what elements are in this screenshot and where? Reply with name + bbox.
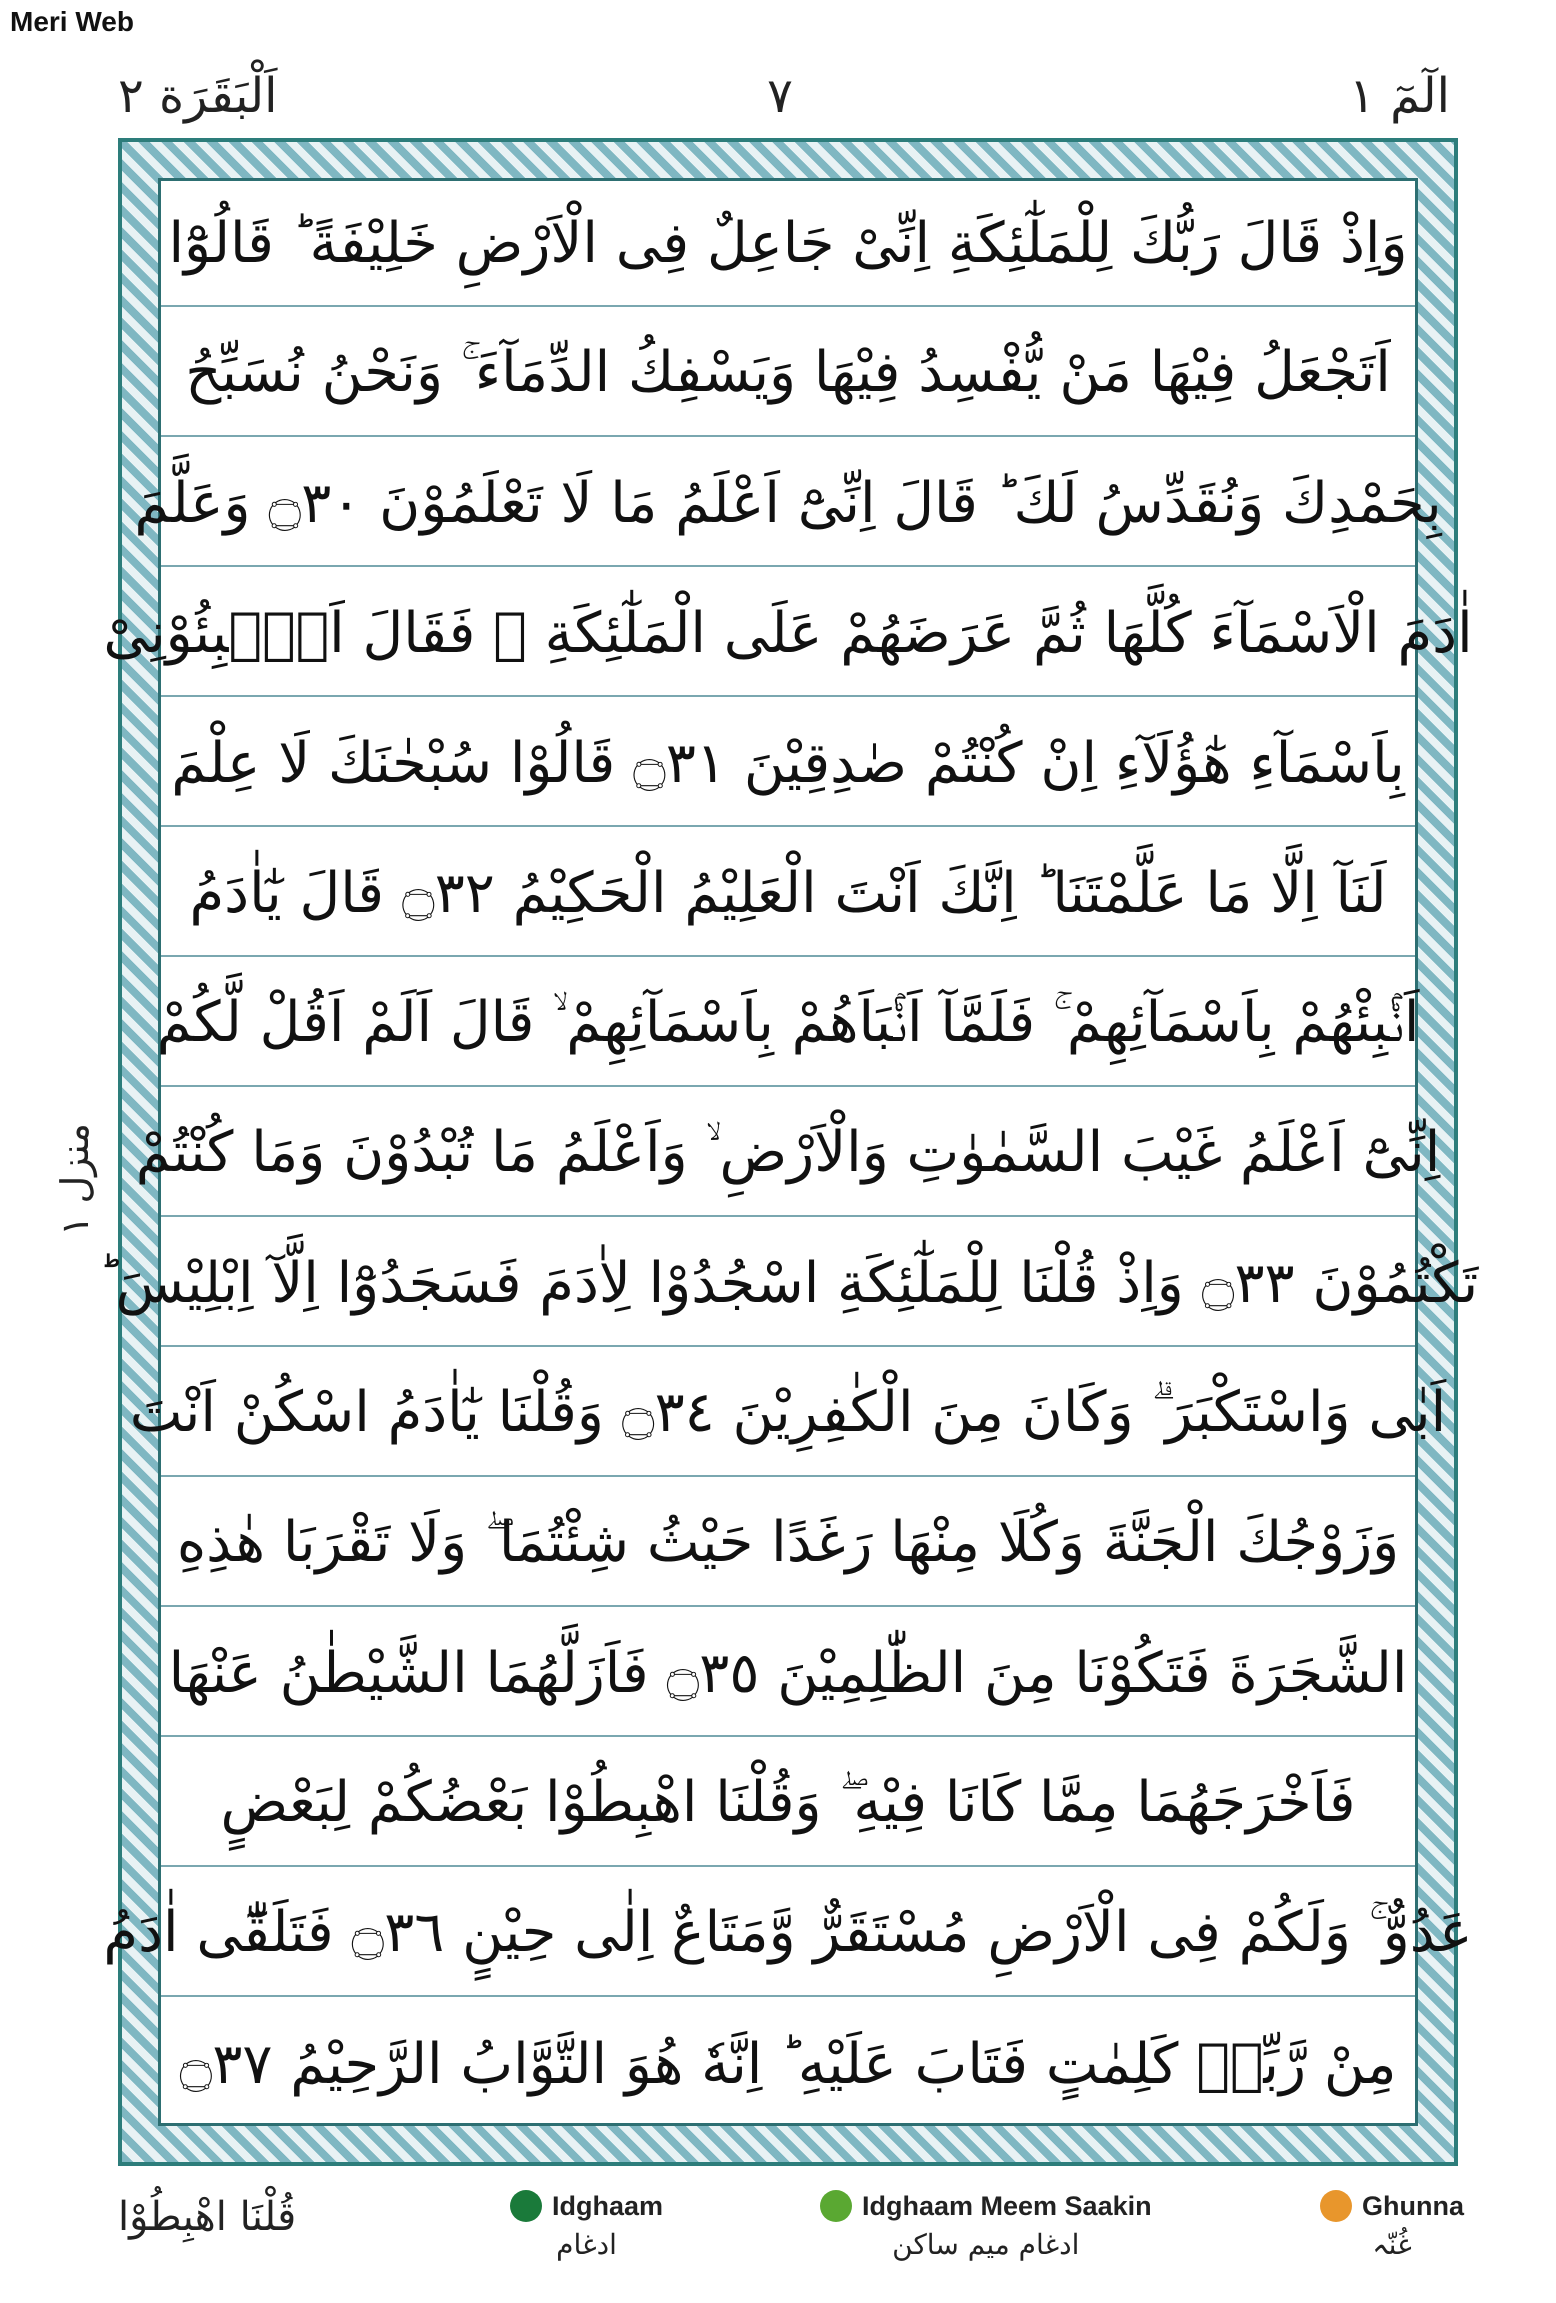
footer [0, 2180, 1556, 2300]
quran-line: بِحَمْدِكَ وَنُقَدِّسُ لَكَ ؕ قَالَ اِنِّىْٓ اَعْلَمُ مَا لَا تَعْلَمُوْنَ ۝٣٠ وَعَلَّمَ [161, 441, 1415, 567]
quran-line: تَكْتُمُوْنَ ۝٣٣ وَاِذْ قُلْنَا لِلْمَلٰٓئِكَةِ اسْجُدُوْا لِاٰدَمَ فَسَجَدُوْٓا اِلَّآ اِبْلِيْسَ ؕ [161, 1221, 1415, 1347]
legend-idghaam [510, 2190, 663, 2261]
quran-line: مِنْ رَّبِّهٖ كَلِمٰتٍ فَتَابَ عَلَيْهِ ؕ اِنَّهٗ هُوَ التَّوَّابُ الرَّحِيْمُ ۝٣٧ [179, 2031, 1397, 2097]
page-frame [97, 138, 1479, 2166]
page-number: ٧ [767, 68, 793, 124]
quran-line: اِنِّىْٓ اَعْلَمُ غَيْبَ السَّمٰوٰتِ وَالْاَرْضِ ۙ وَاَعْلَمُ مَا تُبْدُوْنَ وَمَا كُنْتُمْ [161, 1091, 1415, 1217]
legend-urdu: ادغام میم ساکن [892, 2228, 1080, 2261]
legend-label: Idghaam [552, 2190, 664, 2221]
legend-ghunna [1320, 2190, 1464, 2261]
legend-urdu: غُنّہ [1372, 2228, 1412, 2261]
quran-line: لَنَآ اِلَّا مَا عَلَّمْتَنَا ؕ اِنَّكَ اَنْتَ الْعَلِيْمُ الْحَكِيْمُ ۝٣٢ قَالَ يٰٓاٰدَمُ [161, 831, 1415, 957]
manzil-label: منزل ١ [53, 1123, 97, 1237]
color-dot-icon [1320, 2190, 1352, 2222]
color-dot-icon [820, 2190, 852, 2222]
brand-label: Meri Web [10, 6, 134, 37]
legend-label: Idghaam Meem Saakin [862, 2190, 1152, 2221]
quran-line: اٰدَمَ الْاَسْمَآءَ كُلَّهَا ثُمَّ عَرَضَهُمْ عَلَى الْمَلٰٓئِكَةِ ۙ فَقَالَ اَنْۢبِئُوْنِىْ [161, 571, 1415, 697]
quran-line: اَنْۢبِئْهُمْ بِاَسْمَآئِهِمْ ۚ فَلَمَّآ اَنْۢبَاَهُمْ بِاَسْمَآئِهِمْ ۙ قَالَ اَلَمْ اَقُلْ لَّكُمْ [161, 961, 1415, 1087]
legend-idghaam-meem-saakin [820, 2190, 1152, 2261]
surah-name: اَلْبَقَرَة ٢ [118, 68, 278, 124]
quran-line: عَدُوٌّ ۚ وَلَكُمْ فِى الْاَرْضِ مُسْتَقَرٌّ وَّمَتَاعٌ اِلٰى حِيْنٍ ۝٣٦ فَتَلَقّٰٓى اٰدَمُ [161, 1871, 1415, 1997]
quran-line: بِاَسْمَآءِ هٰٓؤُلَآءِ اِنْ كُنْتُمْ صٰدِقِيْنَ ۝٣١ قَالُوْا سُبْحٰنَكَ لَا عِلْمَ [161, 701, 1415, 827]
quran-line: وَاِذْ قَالَ رَبُّكَ لِلْمَلٰٓئِكَةِ اِنِّىْ جَاعِلٌ فِى الْاَرْضِ خَلِيْفَةً ؕ قَالُوْٓا [161, 181, 1415, 307]
para-name: الٓمٓ ١ [1349, 68, 1450, 124]
legend-urdu: ادغام [556, 2228, 617, 2261]
quran-line: اَتَجْعَلُ فِيْهَا مَنْ يُّفْسِدُ فِيْهَا وَيَسْفِكُ الدِّمَآءَ ۚ وَنَحْنُ نُسَبِّحُ [161, 311, 1415, 437]
color-dot-icon [510, 2190, 542, 2222]
quran-line: فَاَخْرَجَهُمَا مِمَّا كَانَا فِيْهِ ۖ وَقُلْنَا اهْبِطُوْا بَعْضُكُمْ لِبَعْضٍ [161, 1741, 1415, 1867]
legend-label: Ghunna [1362, 2190, 1464, 2221]
catchword: قُلْنَا اهْبِطُوْا [118, 2194, 297, 2240]
text-area [97, 178, 1479, 2126]
quran-line: الشَّجَرَةَ فَتَكُوْنَا مِنَ الظّٰلِمِيْنَ ۝٣٥ فَاَزَلَّهُمَا الشَّيْطٰنُ عَنْهَا [161, 1611, 1415, 1737]
quran-line: اَبٰى وَاسْتَكْبَرَ ۗ وَكَانَ مِنَ الْكٰفِرِيْنَ ۝٣٤ وَقُلْنَا يٰٓاٰدَمُ اسْكُنْ اَنْتَ [161, 1351, 1415, 1477]
quran-line: وَزَوْجُكَ الْجَنَّةَ وَكُلَا مِنْهَا رَغَدًا حَيْثُ شِئْتُمَا ۖ وَلَا تَقْرَبَا هٰذِهِ [161, 1481, 1415, 1607]
